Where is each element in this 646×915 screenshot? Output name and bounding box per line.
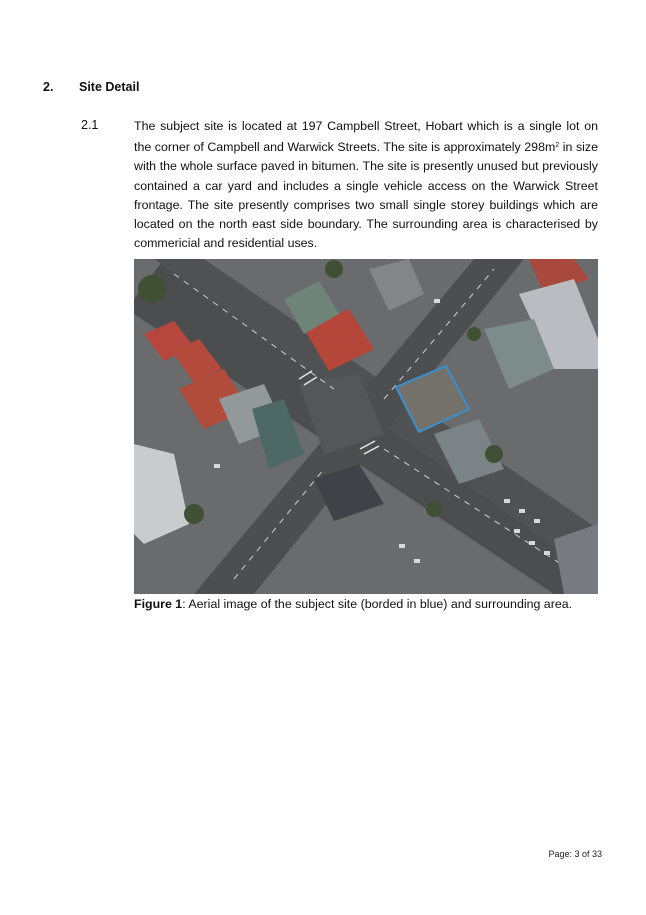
paragraph-text (134, 117, 598, 253)
section-number: 2. (43, 80, 54, 94)
section-title: Site Detail (79, 80, 140, 94)
figure-caption-text: : Aerial image of the subject site (borded in blue) and surrounding area. (182, 597, 573, 611)
paragraph-text-main: The subject site is located at 197 Campbell Street, Hobart which is a single lot on the corner of Campbell and Warwick Streets. The site is approximately 298m (134, 119, 598, 155)
aerial-image (134, 259, 598, 594)
paragraph-text-rest: in size with the whole surface paved in bitumen. The site is presently unused but previously contained a car yard and includes a single vehicle access on the Warwick Street frontage. The site presently comprises two small single storey buildings which are located on the north east side boundary. The surrounding area is characterised by commericial and residential uses. (134, 140, 598, 251)
page-number: Page: 3 of 33 (548, 849, 602, 859)
figure-caption (134, 597, 572, 611)
paragraph-number: 2.1 (81, 118, 99, 132)
superscript-2: 2 (555, 142, 560, 150)
figure-label: Figure 1 (134, 597, 183, 611)
